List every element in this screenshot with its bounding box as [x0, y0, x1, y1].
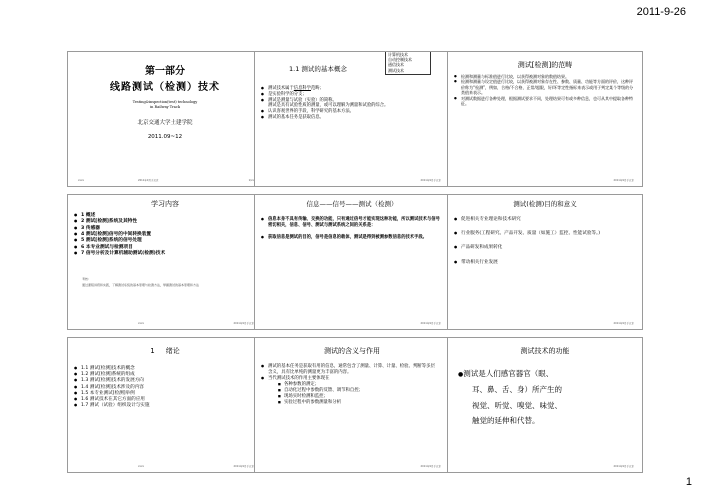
slide-5-footer-right: 2011年9月于北京	[420, 322, 441, 325]
slide-4-note-1: 考核：	[82, 277, 92, 281]
slide-8-meaning	[254, 337, 450, 473]
slide-2-bullets	[261, 86, 441, 121]
bullet-item: ● 促进相关专业理论和技术研究	[454, 217, 634, 223]
sub-item: ■ 各种参数的测定；	[278, 382, 439, 388]
sub-item: ■ 自动化过程中参数的反馈、调节和自控；	[278, 388, 439, 394]
slide-2-tech-box	[385, 51, 431, 75]
slide-6-footer-right: 2011年9月于北京	[613, 322, 634, 325]
slide-2-basic-concept	[254, 51, 450, 187]
sub-item: ■ 现场实时检测和监控；	[278, 394, 439, 400]
slide-1-english-1: Testing&inspection(test) technology	[132, 100, 198, 104]
bullet-item: ● 测试的基本任务是获取有用的信息，通常包含了测量、计算、计量、检验、判断等多层含义，具有比单纯的测量更为丰富的内容。	[261, 364, 439, 376]
slide-4-title: 学习内容	[151, 200, 179, 208]
sub-item: ■ 实验过程中的参数测量和分析	[278, 400, 439, 406]
list-item: ● 4 测试[检测]信号的中间转换装置	[74, 232, 258, 238]
bullet-item: ● 信息本身不具有传输、交换的功能，只有通过信号才能实现这种功能，所以测试技术与信号密切相关，信息、信号、测试与测试系统之间的关系是：	[261, 217, 441, 229]
list-item: ● 1.5 本专业测试[检测]举例	[74, 391, 258, 397]
slide-3-scope	[447, 51, 643, 187]
bullet-item: ● 产品研发和成果转化	[454, 245, 634, 251]
slide-7-items	[74, 366, 258, 409]
slide-6-title: 测试(检测)目的和意义	[513, 200, 577, 208]
list-item: ● 7 信号分析及计算机辅助测试(检测)技术	[74, 251, 258, 257]
slide-1-title	[67, 51, 263, 187]
body-line: 视觉、听觉、嗅觉、味觉、	[472, 400, 562, 410]
list-item: ● 6 本专业测试与检测项目	[74, 245, 258, 251]
list-item: ● 3 传感器	[74, 226, 258, 232]
slide-3-footer-right: 2011年9月于北京	[613, 179, 634, 182]
bullet-item: ● 测试的基本任务是获取信息。	[261, 115, 441, 121]
list-item: ● 1.6 测试技术在其它方面的应用	[74, 397, 258, 403]
bullet-item: ● 测试技术属于信息科学范畴；	[261, 86, 441, 92]
body-line: 耳、鼻、舌、身）所产生的	[472, 384, 562, 394]
underlined-term: 信息科学	[293, 86, 311, 91]
slide-9-function	[447, 337, 643, 473]
slide-1-heading-2: 线路测试（检测）技术	[110, 82, 220, 93]
slide-2-title: 1.1 测试的基本概念	[289, 65, 347, 73]
bullet-item: ● 检测和测量与设定值进行比较，以获得被测对象存在性、参数、质量、功能等方面的评价，这种评价称为“检测”，例如，合格/不合格，正常/超限，好/坏等定性指标来表示或用于判定某个等级的分类值来表示。	[454, 79, 634, 95]
slide-4-study-content	[67, 194, 263, 330]
box-item: 自动控制技术	[388, 57, 412, 63]
slide-8-footer-right: 2011年9月于北京	[420, 465, 441, 468]
bullet-item: ● 获取信息是测试的目的，信号是信息的载体，测试是得到被测参数信息的技术手段。	[261, 235, 441, 241]
slide-4-note-2: 通过课程讲授和实践，了解测试系统的基本原理与检测方法，掌握测试的基本原理和方法	[82, 283, 200, 287]
slide-5-title: 信息——信号——测试（检测）	[306, 200, 398, 208]
bullet-item: ● 是实验科学的分支；	[261, 92, 441, 98]
bullet-item: ● 检测和测量与标准值进行比较，以获得被测对象的数值结果。	[454, 74, 634, 79]
slide-9-body	[458, 366, 636, 429]
slide-9-footer-right: 2011年9月于北京	[613, 465, 634, 468]
slide-7-footer-center: xxxx	[138, 465, 144, 468]
list-item: ● 2 测试[检测]系统及其特性	[74, 219, 258, 225]
slide-3-title: 测试[检测]的范畴	[517, 61, 573, 69]
header-date: 2011-9-26	[636, 6, 686, 18]
box-item: 通信技术	[388, 62, 404, 68]
slide-1-footer-left: xxxx	[78, 179, 84, 182]
slide-2-footer-right: 2011年9月于北京	[420, 179, 441, 182]
list-item: ● 1.4 测试[检测]技术涉及的内容	[74, 385, 258, 391]
list-item: ● 1.2 测试[检测]系统的组成	[74, 372, 258, 378]
slide-1-english-2: in Railway Track	[150, 105, 180, 109]
list-item: ● 1.7 测试（试验）组织设计与实施	[74, 403, 258, 409]
box-item: 测试技术	[388, 67, 404, 73]
slide-7-introduction	[67, 337, 263, 473]
bullet-item: ● 认识客观世界的手段，科学研究的基本方法。	[261, 109, 441, 115]
list-item: ● 5 测试[检测]系统的信号处理	[74, 238, 258, 244]
box-item: 计算机技术	[388, 52, 408, 57]
slide-8-title: 测试的含义与作用	[324, 347, 380, 355]
slide-6-bullets	[454, 217, 634, 266]
body-line: 触觉的延伸和代替。	[472, 416, 540, 426]
slide-1-footer-right: 1/xx	[248, 179, 254, 182]
slide-1-footer-center: 2011年9月于北京	[138, 179, 159, 182]
slide-6-purpose	[447, 194, 643, 330]
bullet-item: ● 当代测试技术的作用主要体现在 ■ 各种参数的测定； ■ 自动化过程中参数的反馈、调节和自控； ■ 现场实时检测和监控； ■ 实验过程中的参数测量和分析	[261, 376, 439, 406]
slide-5-info-signal	[254, 194, 450, 330]
bullet-item: ● 测试是测量与试验（实验）的简称。 测试是具有试验性质的测量，或可以理解为测量和试验的综合。	[261, 98, 441, 110]
bullet-item: ● 行业服务(工程研究、产品开发、质量（如施工）监控、性能试验等。)	[454, 231, 634, 237]
slide-4-items	[74, 213, 258, 257]
slide-7-footer-right: 2011年9月于北京	[233, 465, 254, 468]
slide-4-footer-center: xxxx	[138, 322, 144, 325]
slide-4-footer-right: 2011年9月于北京	[233, 322, 254, 325]
list-item: ● 1.3 测试[检测]技术的发展方向	[74, 378, 258, 384]
slide-3-bullets	[454, 74, 634, 106]
page-number: 1	[685, 476, 692, 488]
slide-1-date: 2011.09~12	[147, 134, 183, 140]
slide-8-bullets	[261, 364, 439, 406]
sub-list	[268, 382, 439, 406]
slide-7-title: 1 绪论	[150, 347, 180, 355]
list-item: ● 1 概述	[74, 213, 258, 219]
slide-5-bullets	[261, 217, 441, 240]
slide-1-heading-1: 第一部分	[145, 66, 185, 77]
bullet-item: ● 带动相关行业发展	[454, 260, 634, 266]
slide-1-org: 北京交通大学土建学院	[137, 120, 193, 126]
bullet-item: ● 对测试数据进行各种处理，根据测试要求不同，处理结果可有或多种信息，也可从其中提取各种特征。	[454, 96, 634, 107]
list-item: ● 1.1 测试[检测]技术的概念	[74, 366, 258, 372]
body-line: ●测试是人们感官器官（眼、	[458, 369, 554, 378]
slide-9-title: 测试技术的功能	[520, 347, 570, 355]
